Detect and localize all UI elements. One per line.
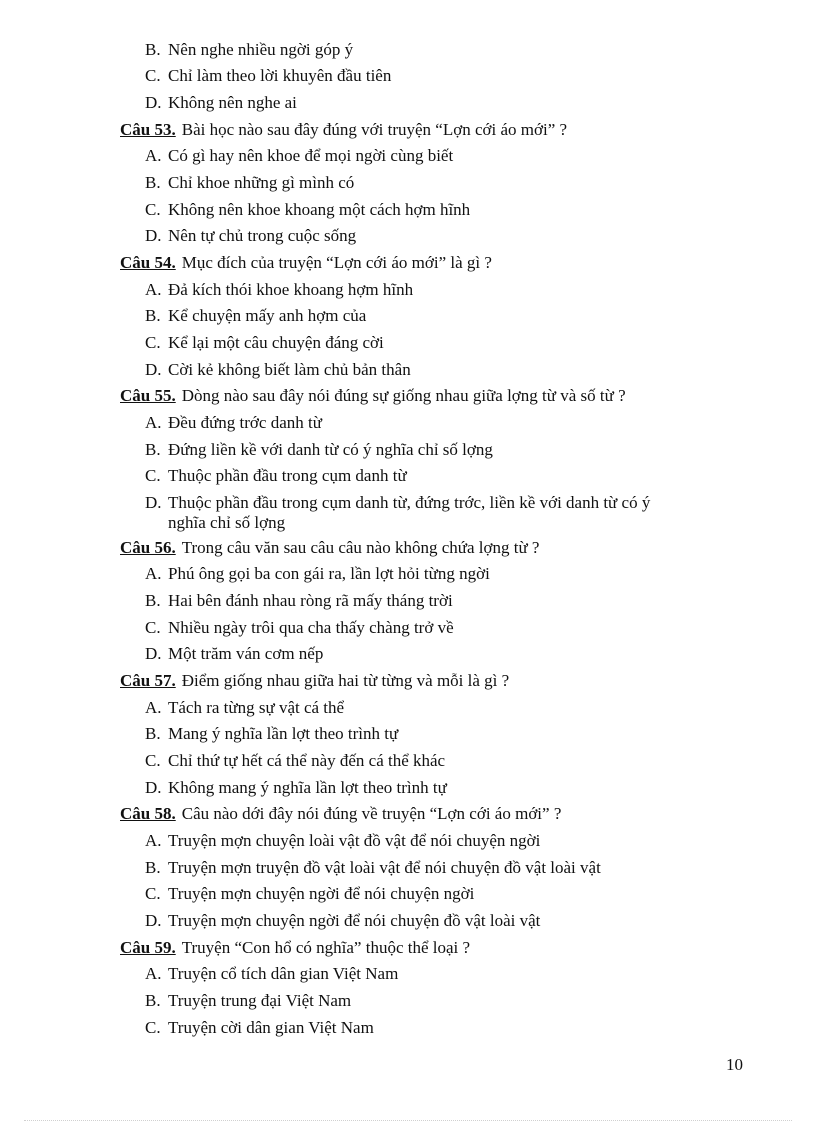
option-letter: B. (145, 724, 161, 743)
option-text: Tách ra từng sự vật cá thể (168, 698, 345, 717)
option-letter: B. (145, 40, 161, 59)
option-letter: B. (145, 991, 161, 1010)
answer-option (145, 644, 323, 664)
answer-option (145, 751, 445, 771)
answer-option (145, 724, 398, 744)
option-text: Chỉ làm theo lời khuyên đầu tiên (168, 66, 392, 85)
question-text: Trong câu văn sau câu câu nào không chứa lợng từ ? (181, 538, 540, 557)
option-text: Truyện mợn chuyện loài vật đồ vật để nói chuyện ngời (168, 831, 541, 850)
option-text: Cời kẻ không biết làm chủ bản thân (168, 360, 411, 379)
option-letter: B. (145, 858, 161, 877)
option-text: Đứng liền kề với danh từ có ý nghĩa chỉ số lợng (168, 440, 493, 459)
answer-option (145, 911, 540, 931)
option-text: Đều đứng trớc danh từ (168, 413, 322, 432)
answer-option (145, 591, 453, 611)
option-text: Không mang ý nghĩa lần lợt theo trình tự (168, 778, 447, 797)
question-text: Điểm giống nhau giữa hai từ từng và mỗi là gì ? (181, 671, 510, 690)
answer-option (145, 991, 351, 1011)
option-letter: A. (145, 831, 162, 850)
option-text: Có gì hay nên khoe để mọi ngời cùng biết (168, 146, 454, 165)
option-letter: D. (145, 644, 162, 663)
question-text: Câu nào dới đây nói đúng về truyện “Lợn cới áo mới” ? (181, 804, 562, 823)
question-number: Câu 55. (120, 386, 176, 405)
option-letter: C. (145, 333, 161, 352)
option-text: Truyện trung đại Việt Nam (168, 991, 352, 1010)
option-text: Mang ý nghĩa lần lợt theo trình tự (168, 724, 399, 743)
question (120, 938, 470, 958)
option-letter: C. (145, 466, 161, 485)
question (120, 671, 509, 691)
answer-option (145, 698, 344, 718)
option-text: Nên tự chủ trong cuộc sống (168, 226, 357, 245)
question (120, 120, 567, 140)
answer-option (145, 226, 356, 246)
option-text: Truyện mợn truyện đồ vật loài vật để nói chuyện đồ vật loài vật (168, 858, 601, 877)
option-text: Chỉ thứ tự hết cá thể này đến cá thể khác (168, 751, 446, 770)
answer-option (145, 146, 453, 166)
option-text: Một trăm ván cơm nếp (168, 644, 324, 663)
answer-option (145, 40, 353, 60)
question-number: Câu 59. (120, 938, 176, 957)
option-text-continuation: nghĩa chỉ số lợng (168, 513, 286, 532)
option-letter: C. (145, 200, 161, 219)
option-letter: D. (145, 778, 162, 797)
option-letter: A. (145, 698, 162, 717)
question (120, 538, 539, 558)
answer-option (145, 200, 470, 220)
answer-option (145, 173, 354, 193)
answer-option (145, 1018, 374, 1038)
answer-option (145, 93, 297, 113)
answer-option (145, 831, 540, 851)
option-text: Truyện cổ tích dân gian Việt Nam (168, 964, 399, 983)
answer-option (145, 884, 474, 904)
option-text: Truyện cời dân gian Việt Nam (168, 1018, 374, 1037)
answer-option (145, 466, 407, 486)
option-text: Không nên nghe ai (168, 93, 297, 112)
option-letter: C. (145, 751, 161, 770)
answer-option (145, 858, 601, 878)
footer-dotted-rule (24, 1120, 792, 1121)
question-number: Câu 56. (120, 538, 176, 557)
option-text: Truyện mợn chuyện ngời để nói chuyện ngời (168, 884, 475, 903)
option-letter: B. (145, 306, 161, 325)
option-text: Không nên khoe khoang một cách hợm hĩnh (168, 200, 471, 219)
answer-option (145, 564, 490, 584)
answer-option (145, 413, 322, 433)
answer-option (145, 964, 398, 984)
question-number: Câu 53. (120, 120, 176, 139)
answer-option (145, 280, 413, 300)
question-text: Bài học nào sau đây đúng với truyện “Lợn cới áo mới” ? (181, 120, 568, 139)
option-letter: C. (145, 66, 161, 85)
option-text: Nhiều ngày trôi qua cha thấy chàng trở về (168, 618, 454, 637)
option-letter: D. (145, 493, 162, 512)
option-letter: A. (145, 146, 162, 165)
question-number: Câu 54. (120, 253, 176, 272)
option-text: Nên nghe nhiều ngời góp ý (168, 40, 354, 59)
option-letter: C. (145, 618, 161, 637)
option-text: Truyện mợn chuyện ngời để nói chuyện đồ vật loài vật (168, 911, 541, 930)
option-text: Thuộc phần đầu trong cụm danh từ (168, 466, 407, 485)
option-text: Đả kích thói khoe khoang hợm hĩnh (168, 280, 414, 299)
option-letter: D. (145, 226, 162, 245)
answer-option (145, 66, 391, 86)
question (120, 386, 626, 406)
option-letter: B. (145, 591, 161, 610)
option-letter: D. (145, 911, 162, 930)
answer-option (145, 440, 493, 460)
question-number: Câu 57. (120, 671, 176, 690)
option-text: Kể lại một câu chuyện đáng cời (168, 333, 384, 352)
option-letter: A. (145, 964, 162, 983)
option-letter: A. (145, 413, 162, 432)
page-number: 10 (726, 1055, 743, 1074)
question-number: Câu 58. (120, 804, 176, 823)
option-letter: A. (145, 280, 162, 299)
answer-option (145, 360, 411, 380)
question-text: Dòng nào sau đây nói đúng sự giống nhau giữa lợng từ và số từ ? (181, 386, 626, 405)
answer-option (145, 618, 454, 638)
answer-option (145, 493, 745, 533)
option-letter: D. (145, 93, 162, 112)
option-text: Hai bên đánh nhau ròng rã mấy tháng trời (168, 591, 453, 610)
option-letter: B. (145, 440, 161, 459)
question-text: Mục đích của truyện “Lợn cới áo mới” là gì ? (181, 253, 492, 272)
option-text: Kể chuyện mấy anh hợm của (168, 306, 367, 325)
question (120, 804, 561, 824)
option-text: Phú ông gọi ba con gái ra, lần lợt hỏi từng ngời (168, 564, 490, 583)
question (120, 253, 492, 273)
answer-option (145, 778, 447, 798)
option-text: Chỉ khoe những gì mình có (168, 173, 355, 192)
answer-option (145, 306, 366, 326)
option-letter: C. (145, 1018, 161, 1037)
option-letter: A. (145, 564, 162, 583)
option-text: Thuộc phần đầu trong cụm danh từ, đứng trớc, liền kề với danh từ có ý (168, 493, 651, 512)
option-letter: C. (145, 884, 161, 903)
question-text: Truyện “Con hổ có nghĩa” thuộc thể loại ? (181, 938, 471, 957)
option-letter: B. (145, 173, 161, 192)
answer-option (145, 333, 384, 353)
option-letter: D. (145, 360, 162, 379)
